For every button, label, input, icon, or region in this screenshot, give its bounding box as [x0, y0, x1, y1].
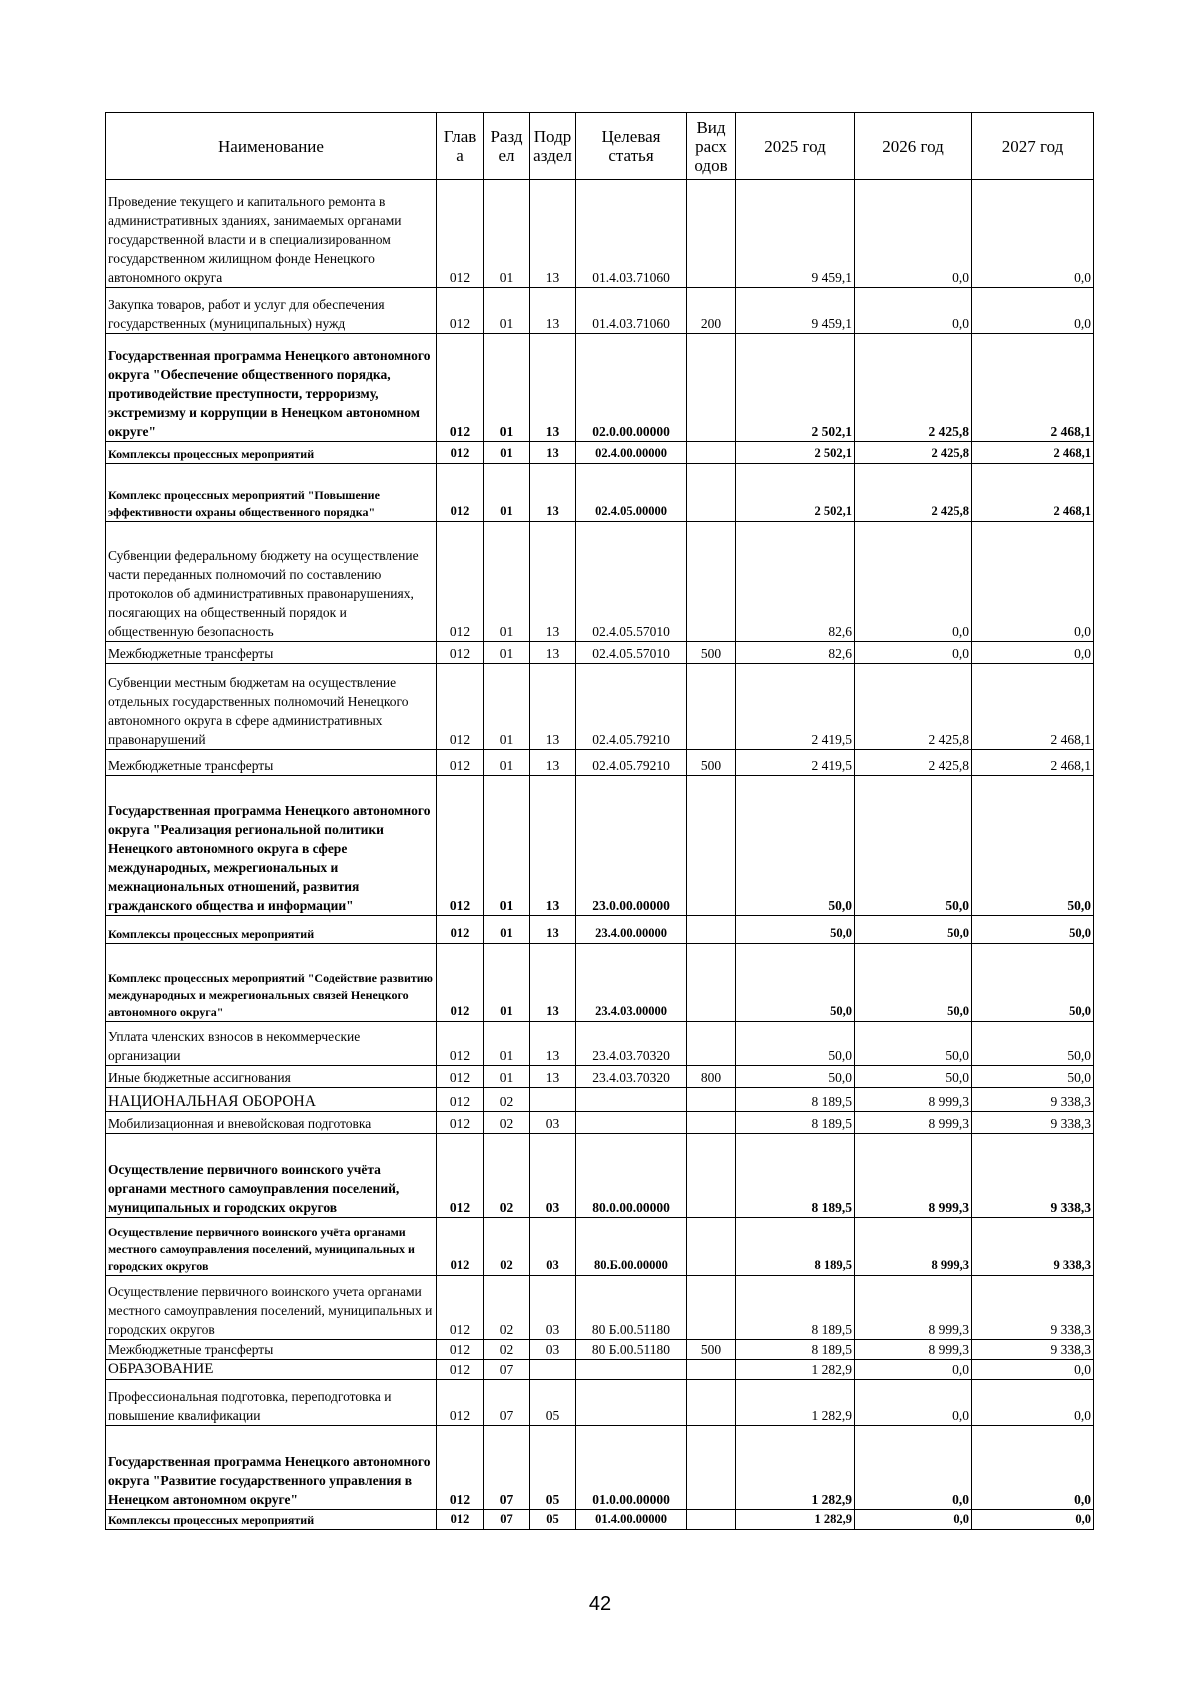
- cell-name: Государственная программа Ненецкого автономного округа "Обеспечение общественного порядка, противодействие преступности, терроризму, экстремизму и коррупции в Ненецком автономном округе": [106, 334, 437, 442]
- cell-vid: 800: [687, 1066, 736, 1088]
- cell-2025: 50,0: [736, 1066, 855, 1088]
- table-row: [106, 334, 1094, 442]
- cell-razdel: 01: [484, 944, 530, 1022]
- cell-podrazdel: 13: [530, 1066, 576, 1088]
- cell-article: 02.0.00.00000: [576, 334, 687, 442]
- cell-2026: 0,0: [855, 288, 972, 334]
- cell-article: 02.4.05.79210: [576, 664, 687, 750]
- cell-razdel: 02: [484, 1134, 530, 1218]
- table-row: [106, 664, 1094, 750]
- cell-2026: 50,0: [855, 944, 972, 1022]
- cell-article: [576, 1112, 687, 1134]
- cell-glava: 012: [437, 1112, 484, 1134]
- cell-2025: 8 189,5: [736, 1276, 855, 1340]
- cell-name: Иные бюджетные ассигнования: [106, 1066, 437, 1088]
- table-row: [106, 776, 1094, 916]
- table-row: [106, 522, 1094, 642]
- cell-2026: 8 999,3: [855, 1340, 972, 1360]
- table-row: [106, 1134, 1094, 1218]
- table-row: [106, 1022, 1094, 1066]
- cell-article: 23.0.00.00000: [576, 776, 687, 916]
- table-row: [106, 288, 1094, 334]
- cell-name: Государственная программа Ненецкого автономного округа "Реализация региональной политики Ненецкого автономного округа в сфере международных, межрегиональных и межнациональных отношений, развития гражданского общества и информации": [106, 776, 437, 916]
- cell-vid: [687, 944, 736, 1022]
- cell-name: Комплексы процессных мероприятий: [106, 1510, 437, 1530]
- cell-vid: 500: [687, 750, 736, 776]
- cell-glava: 012: [437, 1088, 484, 1112]
- cell-2025: 82,6: [736, 642, 855, 664]
- table-row: [106, 1426, 1094, 1510]
- cell-2027: 2 468,1: [972, 334, 1094, 442]
- cell-name: Осуществление первичного воинского учёта органами местного самоуправления поселений, муниципальных и городских округов: [106, 1134, 437, 1218]
- cell-vid: 500: [687, 1340, 736, 1360]
- table-row: [106, 442, 1094, 464]
- cell-name: Осуществление первичного воинского учета органами местного самоуправления поселений, муниципальных и городских округов: [106, 1276, 437, 1340]
- table-row: [106, 1276, 1094, 1340]
- cell-2027: 50,0: [972, 776, 1094, 916]
- cell-2025: 2 419,5: [736, 664, 855, 750]
- cell-2027: 0,0: [972, 180, 1094, 288]
- cell-article: 80.0.00.00000: [576, 1134, 687, 1218]
- table-row: [106, 1510, 1094, 1530]
- cell-2027: 0,0: [972, 1426, 1094, 1510]
- cell-2025: 1 282,9: [736, 1426, 855, 1510]
- cell-podrazdel: 13: [530, 464, 576, 522]
- cell-vid: [687, 1510, 736, 1530]
- cell-podrazdel: [530, 1088, 576, 1112]
- cell-vid: [687, 1134, 736, 1218]
- cell-name: НАЦИОНАЛЬНАЯ ОБОРОНА: [106, 1088, 437, 1112]
- cell-2027: 9 338,3: [972, 1088, 1094, 1112]
- cell-podrazdel: 13: [530, 944, 576, 1022]
- cell-2026: 2 425,8: [855, 750, 972, 776]
- cell-2026: 50,0: [855, 1022, 972, 1066]
- cell-name: Комплекс процессных мероприятий "Содействие развитию международных и межрегиональных связей Ненецкого автономного округа": [106, 944, 437, 1022]
- cell-podrazdel: [530, 1360, 576, 1380]
- cell-razdel: 02: [484, 1088, 530, 1112]
- header-2027: 2027 год: [972, 113, 1094, 180]
- cell-2025: 8 189,5: [736, 1340, 855, 1360]
- cell-podrazdel: 03: [530, 1112, 576, 1134]
- cell-glava: 012: [437, 750, 484, 776]
- header-glava: Глав а: [437, 113, 484, 180]
- budget-table: [105, 112, 1094, 1530]
- cell-name: Осуществление первичного воинского учёта органами местного самоуправления поселений, муниципальных и городских округов: [106, 1218, 437, 1276]
- cell-vid: [687, 442, 736, 464]
- cell-name: Межбюджетные трансферты: [106, 642, 437, 664]
- table-row: [106, 1340, 1094, 1360]
- cell-2026: 50,0: [855, 776, 972, 916]
- cell-2027: 2 468,1: [972, 750, 1094, 776]
- cell-razdel: 01: [484, 776, 530, 916]
- cell-podrazdel: 03: [530, 1134, 576, 1218]
- cell-article: 01.4.00.00000: [576, 1510, 687, 1530]
- cell-name: Комплексы процессных мероприятий: [106, 916, 437, 944]
- cell-2025: 1 282,9: [736, 1510, 855, 1530]
- cell-2026: 2 425,8: [855, 664, 972, 750]
- cell-2026: 8 999,3: [855, 1276, 972, 1340]
- cell-2027: 0,0: [972, 1380, 1094, 1426]
- cell-2027: 0,0: [972, 522, 1094, 642]
- cell-2026: 2 425,8: [855, 334, 972, 442]
- cell-2027: 0,0: [972, 1510, 1094, 1530]
- cell-name: Субвенции федеральному бюджету на осуществление части переданных полномочий по составлению протоколов об административных правонарушениях, посягающих на общественный порядок и общественную безопасность: [106, 522, 437, 642]
- cell-razdel: 07: [484, 1426, 530, 1510]
- table-header-row: [106, 113, 1094, 180]
- cell-name: Комплексы процессных мероприятий: [106, 442, 437, 464]
- cell-2027: 0,0: [972, 1360, 1094, 1380]
- cell-vid: 500: [687, 642, 736, 664]
- cell-vid: [687, 776, 736, 916]
- cell-article: 01.4.03.71060: [576, 288, 687, 334]
- cell-name: Государственная программа Ненецкого автономного округа "Развитие государственного управления в Ненецком автономном округе": [106, 1426, 437, 1510]
- cell-glava: 012: [437, 664, 484, 750]
- cell-glava: 012: [437, 1360, 484, 1380]
- cell-razdel: 01: [484, 1022, 530, 1066]
- cell-2027: 50,0: [972, 1022, 1094, 1066]
- cell-2027: 9 338,3: [972, 1340, 1094, 1360]
- cell-vid: 200: [687, 288, 736, 334]
- cell-article: 02.4.05.57010: [576, 642, 687, 664]
- cell-podrazdel: 13: [530, 664, 576, 750]
- cell-2027: 50,0: [972, 1066, 1094, 1088]
- cell-vid: [687, 1276, 736, 1340]
- table-row: [106, 1360, 1094, 1380]
- cell-podrazdel: 05: [530, 1426, 576, 1510]
- cell-article: 02.4.00.00000: [576, 442, 687, 464]
- cell-2027: 9 338,3: [972, 1112, 1094, 1134]
- cell-vid: [687, 1360, 736, 1380]
- cell-razdel: 07: [484, 1510, 530, 1530]
- cell-glava: 012: [437, 1276, 484, 1340]
- cell-vid: [687, 464, 736, 522]
- table-row: [106, 464, 1094, 522]
- cell-2025: 8 189,5: [736, 1218, 855, 1276]
- cell-2025: 1 282,9: [736, 1360, 855, 1380]
- cell-razdel: 01: [484, 1066, 530, 1088]
- cell-podrazdel: 13: [530, 288, 576, 334]
- cell-vid: [687, 916, 736, 944]
- cell-podrazdel: 13: [530, 642, 576, 664]
- cell-razdel: 01: [484, 442, 530, 464]
- cell-2026: 0,0: [855, 1380, 972, 1426]
- cell-vid: [687, 522, 736, 642]
- cell-2026: 2 425,8: [855, 464, 972, 522]
- header-article: Целевая статья: [576, 113, 687, 180]
- cell-article: 01.4.03.71060: [576, 180, 687, 288]
- cell-2025: 50,0: [736, 944, 855, 1022]
- cell-2026: 8 999,3: [855, 1134, 972, 1218]
- cell-podrazdel: 03: [530, 1218, 576, 1276]
- cell-name: Межбюджетные трансферты: [106, 750, 437, 776]
- cell-razdel: 07: [484, 1380, 530, 1426]
- cell-razdel: 02: [484, 1218, 530, 1276]
- cell-razdel: 01: [484, 750, 530, 776]
- cell-razdel: 01: [484, 334, 530, 442]
- cell-2026: 8 999,3: [855, 1088, 972, 1112]
- cell-razdel: 02: [484, 1340, 530, 1360]
- header-2025: 2025 год: [736, 113, 855, 180]
- cell-name: Уплата членских взносов в некоммерческие организации: [106, 1022, 437, 1066]
- cell-article: 02.4.05.00000: [576, 464, 687, 522]
- table-row: [106, 642, 1094, 664]
- cell-name: ОБРАЗОВАНИЕ: [106, 1360, 437, 1380]
- cell-glava: 012: [437, 776, 484, 916]
- cell-vid: [687, 1022, 736, 1066]
- cell-article: 80.Б.00.00000: [576, 1218, 687, 1276]
- cell-glava: 012: [437, 288, 484, 334]
- cell-glava: 012: [437, 1510, 484, 1530]
- cell-2027: 2 468,1: [972, 664, 1094, 750]
- cell-2025: 82,6: [736, 522, 855, 642]
- table-row: [106, 1112, 1094, 1134]
- cell-glava: 012: [437, 1022, 484, 1066]
- cell-razdel: 02: [484, 1276, 530, 1340]
- cell-glava: 012: [437, 1218, 484, 1276]
- cell-podrazdel: 03: [530, 1276, 576, 1340]
- cell-article: [576, 1088, 687, 1112]
- cell-2026: 0,0: [855, 180, 972, 288]
- cell-2026: 0,0: [855, 1360, 972, 1380]
- cell-2027: 9 338,3: [972, 1276, 1094, 1340]
- header-razdel: Разд ел: [484, 113, 530, 180]
- cell-razdel: 01: [484, 288, 530, 334]
- cell-vid: [687, 1380, 736, 1426]
- cell-2025: 9 459,1: [736, 288, 855, 334]
- cell-glava: 012: [437, 334, 484, 442]
- cell-glava: 012: [437, 944, 484, 1022]
- cell-glava: 012: [437, 1426, 484, 1510]
- cell-razdel: 01: [484, 916, 530, 944]
- table-row: [106, 750, 1094, 776]
- cell-2027: 2 468,1: [972, 464, 1094, 522]
- cell-article: 23.4.03.70320: [576, 1066, 687, 1088]
- cell-vid: [687, 1112, 736, 1134]
- cell-name: Мобилизационная и вневойсковая подготовка: [106, 1112, 437, 1134]
- header-vid: Вид расх одов: [687, 113, 736, 180]
- cell-glava: 012: [437, 1340, 484, 1360]
- cell-vid: [687, 664, 736, 750]
- cell-article: [576, 1380, 687, 1426]
- cell-glava: 012: [437, 642, 484, 664]
- table-row: [106, 180, 1094, 288]
- cell-2025: 2 502,1: [736, 464, 855, 522]
- cell-2025: 50,0: [736, 916, 855, 944]
- cell-name: Межбюджетные трансферты: [106, 1340, 437, 1360]
- cell-2026: 50,0: [855, 1066, 972, 1088]
- cell-article: 23.4.03.70320: [576, 1022, 687, 1066]
- cell-article: 02.4.05.79210: [576, 750, 687, 776]
- cell-podrazdel: 05: [530, 1510, 576, 1530]
- cell-article: 80 Б.00.51180: [576, 1276, 687, 1340]
- cell-2025: 8 189,5: [736, 1088, 855, 1112]
- cell-2025: 2 419,5: [736, 750, 855, 776]
- cell-2025: 8 189,5: [736, 1112, 855, 1134]
- cell-name: Закупка товаров, работ и услуг для обеспечения государственных (муниципальных) нужд: [106, 288, 437, 334]
- cell-glava: 012: [437, 442, 484, 464]
- cell-podrazdel: 13: [530, 1022, 576, 1066]
- cell-podrazdel: 13: [530, 750, 576, 776]
- cell-glava: 012: [437, 1066, 484, 1088]
- cell-2025: 9 459,1: [736, 180, 855, 288]
- cell-podrazdel: 13: [530, 180, 576, 288]
- cell-2027: 50,0: [972, 916, 1094, 944]
- cell-2026: 8 999,3: [855, 1218, 972, 1276]
- cell-vid: [687, 1218, 736, 1276]
- cell-podrazdel: 13: [530, 334, 576, 442]
- table-row: [106, 1380, 1094, 1426]
- cell-2027: 0,0: [972, 642, 1094, 664]
- cell-name: Комплекс процессных мероприятий "Повышение эффективности охраны общественного порядка": [106, 464, 437, 522]
- cell-podrazdel: 03: [530, 1340, 576, 1360]
- cell-article: 80 Б.00.51180: [576, 1340, 687, 1360]
- cell-podrazdel: 13: [530, 776, 576, 916]
- cell-2025: 1 282,9: [736, 1380, 855, 1426]
- cell-glava: 012: [437, 522, 484, 642]
- cell-2026: 0,0: [855, 1426, 972, 1510]
- cell-razdel: 01: [484, 464, 530, 522]
- cell-2025: 2 502,1: [736, 442, 855, 464]
- cell-article: 23.4.00.00000: [576, 916, 687, 944]
- cell-2026: 2 425,8: [855, 442, 972, 464]
- cell-2026: 8 999,3: [855, 1112, 972, 1134]
- cell-article: 23.4.03.00000: [576, 944, 687, 1022]
- cell-article: 01.0.00.00000: [576, 1426, 687, 1510]
- cell-glava: 012: [437, 464, 484, 522]
- cell-vid: [687, 334, 736, 442]
- table-row: [106, 916, 1094, 944]
- cell-name: Субвенции местным бюджетам на осуществление отдельных государственных полномочий Ненецкого автономного округа в сфере административных правонарушений: [106, 664, 437, 750]
- cell-2025: 2 502,1: [736, 334, 855, 442]
- cell-2027: 9 338,3: [972, 1134, 1094, 1218]
- cell-2027: 0,0: [972, 288, 1094, 334]
- cell-2025: 50,0: [736, 776, 855, 916]
- cell-2025: 50,0: [736, 1022, 855, 1066]
- cell-vid: [687, 1426, 736, 1510]
- cell-glava: 012: [437, 1134, 484, 1218]
- table-row: [106, 1066, 1094, 1088]
- table-row: [106, 1218, 1094, 1276]
- table-row: [106, 1088, 1094, 1112]
- header-2026: 2026 год: [855, 113, 972, 180]
- cell-razdel: 07: [484, 1360, 530, 1380]
- cell-name: Профессиональная подготовка, переподготовка и повышение квалификации: [106, 1380, 437, 1426]
- page-number: 42: [588, 1593, 612, 1615]
- cell-article: [576, 1360, 687, 1380]
- cell-glava: 012: [437, 180, 484, 288]
- cell-vid: [687, 1088, 736, 1112]
- cell-2027: 2 468,1: [972, 442, 1094, 464]
- cell-podrazdel: 13: [530, 442, 576, 464]
- cell-2026: 0,0: [855, 642, 972, 664]
- cell-2026: 0,0: [855, 522, 972, 642]
- cell-2026: 50,0: [855, 916, 972, 944]
- cell-2025: 8 189,5: [736, 1134, 855, 1218]
- cell-glava: 012: [437, 916, 484, 944]
- table-row: [106, 944, 1094, 1022]
- cell-razdel: 01: [484, 642, 530, 664]
- cell-article: 02.4.05.57010: [576, 522, 687, 642]
- cell-podrazdel: 13: [530, 522, 576, 642]
- cell-glava: 012: [437, 1380, 484, 1426]
- cell-name: Проведение текущего и капитального ремонта в административных зданиях, занимаемых органами государственной власти и в специализированном государственном жилищном фонде Ненецкого автономного округа: [106, 180, 437, 288]
- cell-razdel: 01: [484, 664, 530, 750]
- cell-2026: 0,0: [855, 1510, 972, 1530]
- header-name: Наименование: [106, 113, 437, 180]
- header-podrazdel: Подр аздел: [530, 113, 576, 180]
- cell-vid: [687, 180, 736, 288]
- cell-razdel: 01: [484, 522, 530, 642]
- cell-podrazdel: 13: [530, 916, 576, 944]
- cell-2027: 50,0: [972, 944, 1094, 1022]
- cell-podrazdel: 05: [530, 1380, 576, 1426]
- cell-razdel: 01: [484, 180, 530, 288]
- cell-2027: 9 338,3: [972, 1218, 1094, 1276]
- cell-razdel: 02: [484, 1112, 530, 1134]
